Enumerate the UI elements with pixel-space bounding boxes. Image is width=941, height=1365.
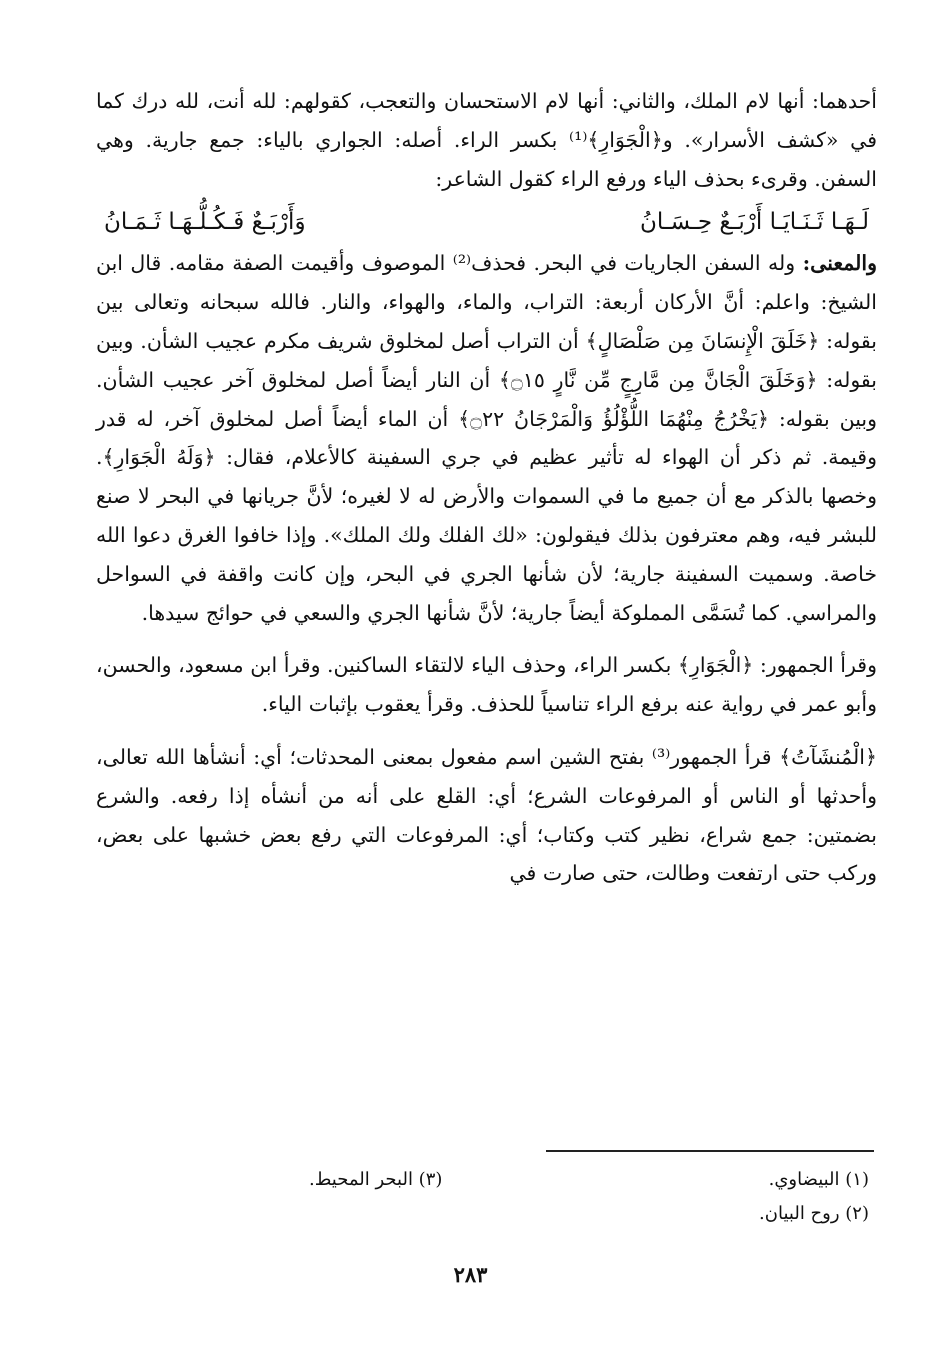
footnote-2: (٢) روح البيان.	[759, 1203, 869, 1224]
paragraph-2-text: وله السفن الجاريات في البحر. فحذف⁽²⁾ الموصوف وأقيمت الصفة مقامه. قال ابن الشيخ: واعلم: أنَّ الأركان أربعة: التراب، والماء، والهواء، والنار. فالله سبحانه وتعالى بين بقوله: ﴿خَلَقَ الْإِنسَانَ مِن صَلْصَالٍ﴾ أن التراب أصل لمخلوق شريف مكرم عجيب الشأن. وبين بقوله: ﴿وَخَلَقَ الْجَانَّ مِن مَّارِجٍ مِّن نَّارٍ ۝١٥﴾ أن النار أيضاً أصل لمخلوق آخر عجيب الشأن. وبين بقوله: ﴿يَخْرُجُ مِنْهُمَا اللُّؤْلُؤُ وَالْمَرْجَانُ ۝٢٢﴾ أن الماء أيضاً أصل لمخلوق آخر، له قدر وقيمة. ثم ذكر أن الهواء له تأثير عظيم في جري السفينة كالأعلام، فقال: ﴿وَلَهُ الْجَوَارِ﴾. وخصها بالذكر مع أن جميع ما في السموات والأرض له لا لغيره؛ لأنَّ جريانها في البحر لا صنع للبشر فيه، وهم معترفون بذلك فيقولون: «لك الفلك ولك الملك». وإذا خافوا الغرق دعوا الله خاصة. وسميت السفينة جارية؛ لأن شأنها الجري في البحر، وإن كانت واقفة في السواحل والمراسي. كما تُسَمَّى المملوكة أيضاً جارية؛ لأنَّ شأنها الجري والسعي في حوائج سيدها.	[96, 251, 878, 625]
paragraph-3: وقرأ الجمهور: ﴿الْجَوَارِ﴾ بكسر الراء، وحذف الياء لالتقاء الساكنين. وقرأ ابن مسعود، والحسن، وأبو عمر في رواية عنه برفع الراء تناسياً للحذف. وقرأ يعقوب بإثبات الياء.	[96, 653, 877, 717]
poem-hemistich-second: وَأَرْبَـعٌ فَـكُـلُّـهَـا ثَـمَـانُ	[104, 209, 306, 236]
footnote-1: (١) البيضاوي.	[768, 1169, 869, 1190]
footnote-3: (٣) البحر المحيط.	[309, 1169, 443, 1190]
footnotes	[309, 1163, 869, 1231]
poem-verse	[96, 198, 877, 244]
poem-hemistich-first: لَـهَـا ثَـنَـايَـا أَرْبَـعٌ حِـسَـانُ	[640, 209, 869, 236]
paragraph-2-lead: والمعنى:	[802, 251, 877, 276]
page-number: ٢٨٣	[453, 1262, 488, 1287]
paragraph-1: أحدهما: أنها لام الملك، والثاني: أنها لام الاستحسان والتعجب، كقولهم: لله أنت، لله درك كما في «كشف الأسرار». و﴿الْجَوَارِ﴾⁽¹⁾ بكسر الراء. أصله: الجواري بالياء: جمع جارية. وهي السفن. وقرىء بحذف الياء ورفع الراء كقول الشاعر:	[96, 89, 878, 191]
paragraph-2	[96, 244, 877, 632]
paragraph-4: ﴿الْمُنشَآتُ﴾ قرأ الجمهور⁽³⁾ بفتح الشين اسم مفعول بمعنى المحدثات؛ أي: أنشأها الله تعالى، وأحدثها أو الناس أو المرفوعات الشرع؛ أي: القلع على أنه من أنشأه إذا رفعه. والشرع بضمتين: جمع شراع، نظير كتب وكتاب؛ أي: المرفوعات التي رفع بعض خشبها على بعض، وركب حتى ارتفعت وطالت، حتى صارت في	[96, 744, 877, 886]
footnote-separator	[546, 1150, 874, 1152]
main-text	[96, 82, 877, 893]
